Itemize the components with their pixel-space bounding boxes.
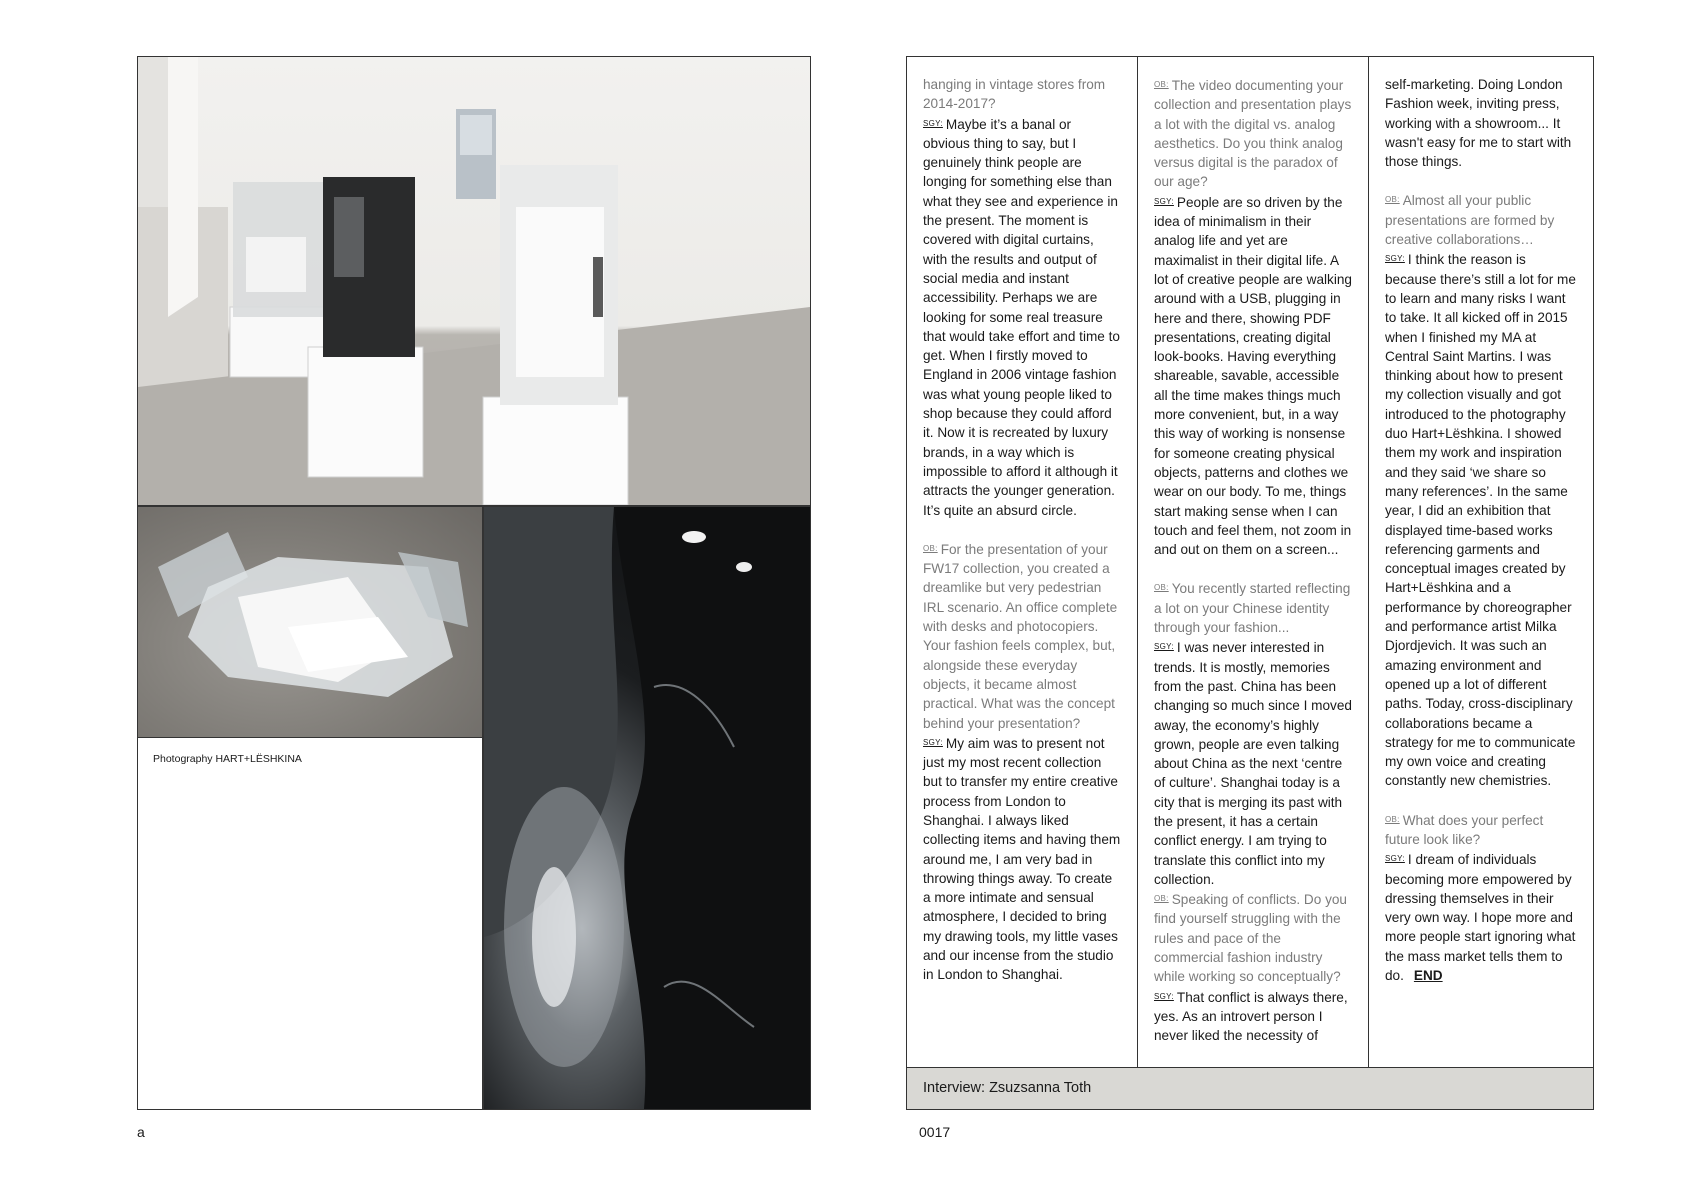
question-block: $^{OB:}$ You recently started reflecting a lot on your Chinese identity through your fashion...	[1154, 581, 1351, 636]
dark-ice-illustration	[484, 507, 810, 1109]
question-block: $^{OB:}$ What does your perfect future look like?	[1385, 812, 1544, 847]
answer-block: $^{SGY:}$ I was never interested in trends. It is mostly, memories from the past. China has been changing so much since I moved away, the economy’s highly grown, people are even talking about China as the next ‘centre of culture’. Shanghai today is a city that is merging its past with the present, it has a certain conflict energy. I am trying to translate this conflict into my collection.	[1154, 640, 1352, 887]
answer-tag: SGY:	[1154, 991, 1174, 1001]
question-block: $^{OB:}$ The video documenting your collection and presentation plays a lot with the digital vs. analog aesthetics. Do you think analog versus digital is the paradox of our age?	[1154, 78, 1352, 190]
answer-block: $^{SGY:}$ Maybe it’s a banal or obvious thing to say, but I genuinely think people are longing for something else than what they see and experience in the present. The moment is covered with digital curtains, with the results and output of social media and instant accessibility. Perhaps we are looking for some real treasure that would take effort and time to get. When I firstly moved to England in 2006 vintage fashion was what young people liked to shop because they could afford it. Now it is recreated by luxury brands, in a way which is impossible to afford it although it attracts the younger generation. It’s quite an absurd circle.	[923, 116, 1120, 518]
question-tag: OB:	[1154, 583, 1169, 593]
question-block: $^{OB:}$ Almost all your public presentations are formed by creative collaborations…	[1385, 193, 1555, 248]
answer-tag: SGY:	[1385, 254, 1405, 264]
dark-ice-closeup-photo	[484, 507, 810, 1109]
question-continued: hanging in vintage stores from 2014-2017?	[923, 77, 1106, 112]
question-tag: OB:	[1385, 195, 1400, 205]
ice-rubble-illustration	[138, 507, 482, 737]
question-tag: OB:	[923, 543, 938, 553]
end-mark: END	[1413, 968, 1443, 984]
interviewer-credit-bar	[907, 1067, 1593, 1109]
answer-tag: SGY:	[1154, 196, 1174, 206]
text-column-1	[907, 57, 1137, 1067]
page-letter: a	[137, 1124, 145, 1140]
page-number: 0017	[919, 1124, 951, 1140]
interviewer-credit: Interview: Zsuzsanna Toth	[923, 1080, 1092, 1096]
question-tag: OB:	[1154, 894, 1169, 904]
interview-page	[906, 56, 1594, 1110]
gallery-installation-photo	[138, 57, 810, 505]
answer-tag: SGY:	[1385, 854, 1405, 864]
answer-tag: SGY:	[1154, 642, 1174, 652]
answer-block: $^{SGY:}$ I dream of individuals becoming more empowered by dressing themselves in their very own way. I hope more and more people start ignoring what the mass market tells them to do. END	[1385, 852, 1576, 984]
photo-spread	[137, 56, 811, 1110]
question-block: $^{OB:}$ Speaking of conflicts. Do you find yourself struggling with the rules and pace of the commercial fashion industry while working so conceptually?	[1154, 892, 1347, 985]
text-column-3	[1368, 57, 1593, 1067]
answer-continued: self-marketing. Doing London Fashion week, inviting press, working with a showroom... It wasn't easy for me to start with those things.	[1385, 77, 1572, 170]
gallery-scene-illustration	[138, 57, 810, 505]
text-column-2	[1137, 57, 1368, 1067]
photo-credit: Photography HART+LËSHKINA	[153, 753, 302, 765]
answer-block: $^{SGY:}$ People are so driven by the idea of minimalism in their analog life and yet are maximalist in their digital life. A lot of creative people are walking around with a USB, plugging in here and there, showing PDF presentations, creating digital look-books. Having everything shareable, savable, accessible all the time makes things much more convenient, but, in a way this way of working is nonsense for someone creating physical objects, patterns and clothes we wear on our body. To me, things start making sense when I can touch and feel them, not zoom in and out on them on a screen...	[1154, 194, 1352, 558]
answer-block: $^{SGY:}$ I think the reason is because there’s still a lot for me to learn and many risks I want to take. It all kicked off in 2015 when I finished my MA at Central Saint Martins. I was thinking about how to present my collection visually and got introduced to the photography duo Hart+Lëshkina. I showed them my work and inspiration and they said ‘we share so many references’. In the same year, I did an exhibition that displayed time-based works referencing garments and conceptual images created by Hart+Lëshkina and a performance by choreographer and performance artist Milka Djordjevich. It was such an amazing environment and opened up a lot of different paths. Today, cross-disciplinary collaborations became a strategy for me to communicate my own voice and creating constantly new chemistries.	[1385, 252, 1576, 789]
answer-tag: SGY:	[923, 737, 943, 747]
answer-tag: SGY:	[923, 118, 943, 128]
question-tag: OB:	[1154, 80, 1169, 89]
broken-ice-sculpture-photo	[138, 507, 482, 737]
question-block: $^{OB:}$ For the presentation of your FW17 collection, you created a dreamlike but very pedestrian IRL scenario. An office complete with desks and photocopiers. Your fashion feels complex, but, alongside these everyday objects, it became almost practical. What was the concept behind your presentation?	[923, 541, 1118, 731]
question-tag: OB:	[1385, 814, 1400, 824]
answer-block: $^{SGY:}$ That conflict is always there, yes. As an introvert person I never liked the necessity of	[1154, 989, 1348, 1044]
photo-divider-credit	[138, 737, 482, 738]
answer-block: $^{SGY:}$ My aim was to present not just my most recent collection but to transfer my entire creative process from London to Shanghai. I always liked collecting items and having them around me, I am very bad in throwing things away. To create a more intimate and sensual atmosphere, I decided to bring my drawing tools, my little vases and our incense from the studio in London to Shanghai.	[923, 735, 1121, 983]
